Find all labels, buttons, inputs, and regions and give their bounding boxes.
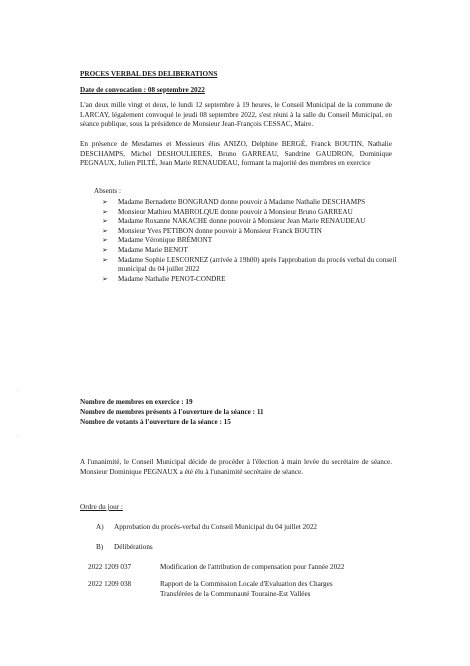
deliberation-code: 2022 1209 037 bbox=[88, 563, 132, 571]
arrow-bullet-icon: ➢ bbox=[102, 217, 108, 226]
margin-mark: · bbox=[17, 434, 19, 440]
secretary-paragraph: A l'unanimité, le Conseil Municipal décide de procéder à l'élection à main levée du secrétaire de séance. Monsieur Dominique PEGNAUX a été élu à l'unanimité secrétaire de séance. bbox=[80, 458, 392, 476]
deliberation-title: Modification de l'attribution de compensation pour l'année 2022 bbox=[160, 563, 345, 571]
agenda-item-b: Délibérations bbox=[114, 543, 153, 551]
absent-item: ➢ Madame Roxanne NAKACHE donne pouvoir à Monsieur Jean Marie RENAUDEAU bbox=[102, 217, 366, 226]
absent-item: ➢ Madame Véronique BRÉMONT bbox=[102, 236, 213, 245]
margin-mark: · bbox=[17, 388, 19, 394]
absent-item: ➢ Monsieur Mathieu MABROLQUE donne pouvoir à Monsieur Bruno GARREAU bbox=[102, 207, 353, 216]
absent-item: ➢ Madame Marie BENOT bbox=[102, 245, 188, 254]
intro-paragraph: L'an deux mille vingt et deux, le lundi 12 septembre à 19 heures, le Conseil Municipal de la commune de LARCAY, légalement convoqué le jeudi 08 septembre 2022, s'est réuni à la salle du Conseil Municipal, en séance publique, sous la présidence de Monsieur Jean-François CESSAC, Maire. bbox=[80, 101, 392, 129]
arrow-bullet-icon: ➢ bbox=[102, 236, 108, 245]
absent-item: ➢ Madame Sophie LESCORNEZ (arrivée à 19h00) après l'approbation du procès verbal du conseil municipal du 04 juillet 2022 bbox=[102, 255, 397, 274]
presence-paragraph: En présence de Mesdames et Messieurs élus ANIZO, Delphine BERGÉ, Franck BOUTIN, Nathalie DESCHAMPS, Michel DESHOULIERES, Bruno GARREAU, Sandrine GAUDRON, Dominique PEGNAUX, Julien PILTÉ, Jean Marie RENAUDEAU, formant la majorité des membres en exercice bbox=[80, 140, 392, 168]
arrow-bullet-icon: ➢ bbox=[102, 207, 108, 216]
absent-item: ➢ Monsieur Yves PETIBON donne pouvoir à Monsieur Franck BOUTIN bbox=[102, 226, 322, 235]
absent-item: ➢ Madame Nathalie PENOT-CONDRE bbox=[102, 274, 226, 283]
arrow-bullet-icon: ➢ bbox=[102, 255, 108, 264]
arrow-bullet-icon: ➢ bbox=[102, 198, 108, 206]
absents-list bbox=[102, 198, 400, 284]
deliberation-code: 2022 1209 038 bbox=[88, 580, 132, 588]
agenda-marker-a: A) bbox=[96, 523, 104, 531]
members-in-office-count: Nombre de membres en exercice : 19 bbox=[80, 398, 193, 406]
absent-item: ➢ Madame Bernadette BONGRAND donne pouvoir à Madame Nathalie DESCHAMPS bbox=[102, 198, 366, 206]
convocation-date: Date de convocation : 08 septembre 2022 bbox=[80, 86, 205, 94]
voters-count: Nombre de votants à l'ouverture de la séance : 15 bbox=[80, 418, 231, 426]
deliberation-title-continued: Transférées de la Communauté Touraine-Est Vallées bbox=[160, 590, 311, 598]
agenda-label: Ordre du jour : bbox=[80, 503, 123, 511]
members-present-count: Nombre de membres présents à l'ouverture de la séance : 11 bbox=[80, 408, 264, 416]
arrow-bullet-icon: ➢ bbox=[102, 245, 108, 254]
arrow-bullet-icon: ➢ bbox=[102, 274, 108, 283]
agenda-marker-b: B) bbox=[96, 543, 104, 551]
arrow-bullet-icon: ➢ bbox=[102, 226, 108, 235]
document-title: PROCES VERBAL DES DELIBERATIONS bbox=[80, 70, 218, 78]
absents-label: Absents : bbox=[94, 187, 121, 195]
deliberation-title: Rapport de la Commission Locale d'Evaluation des Charges bbox=[160, 580, 333, 588]
agenda-item-a: Approbation du procès-verbal du Conseil Municipal du 04 juillet 2022 bbox=[114, 523, 318, 531]
